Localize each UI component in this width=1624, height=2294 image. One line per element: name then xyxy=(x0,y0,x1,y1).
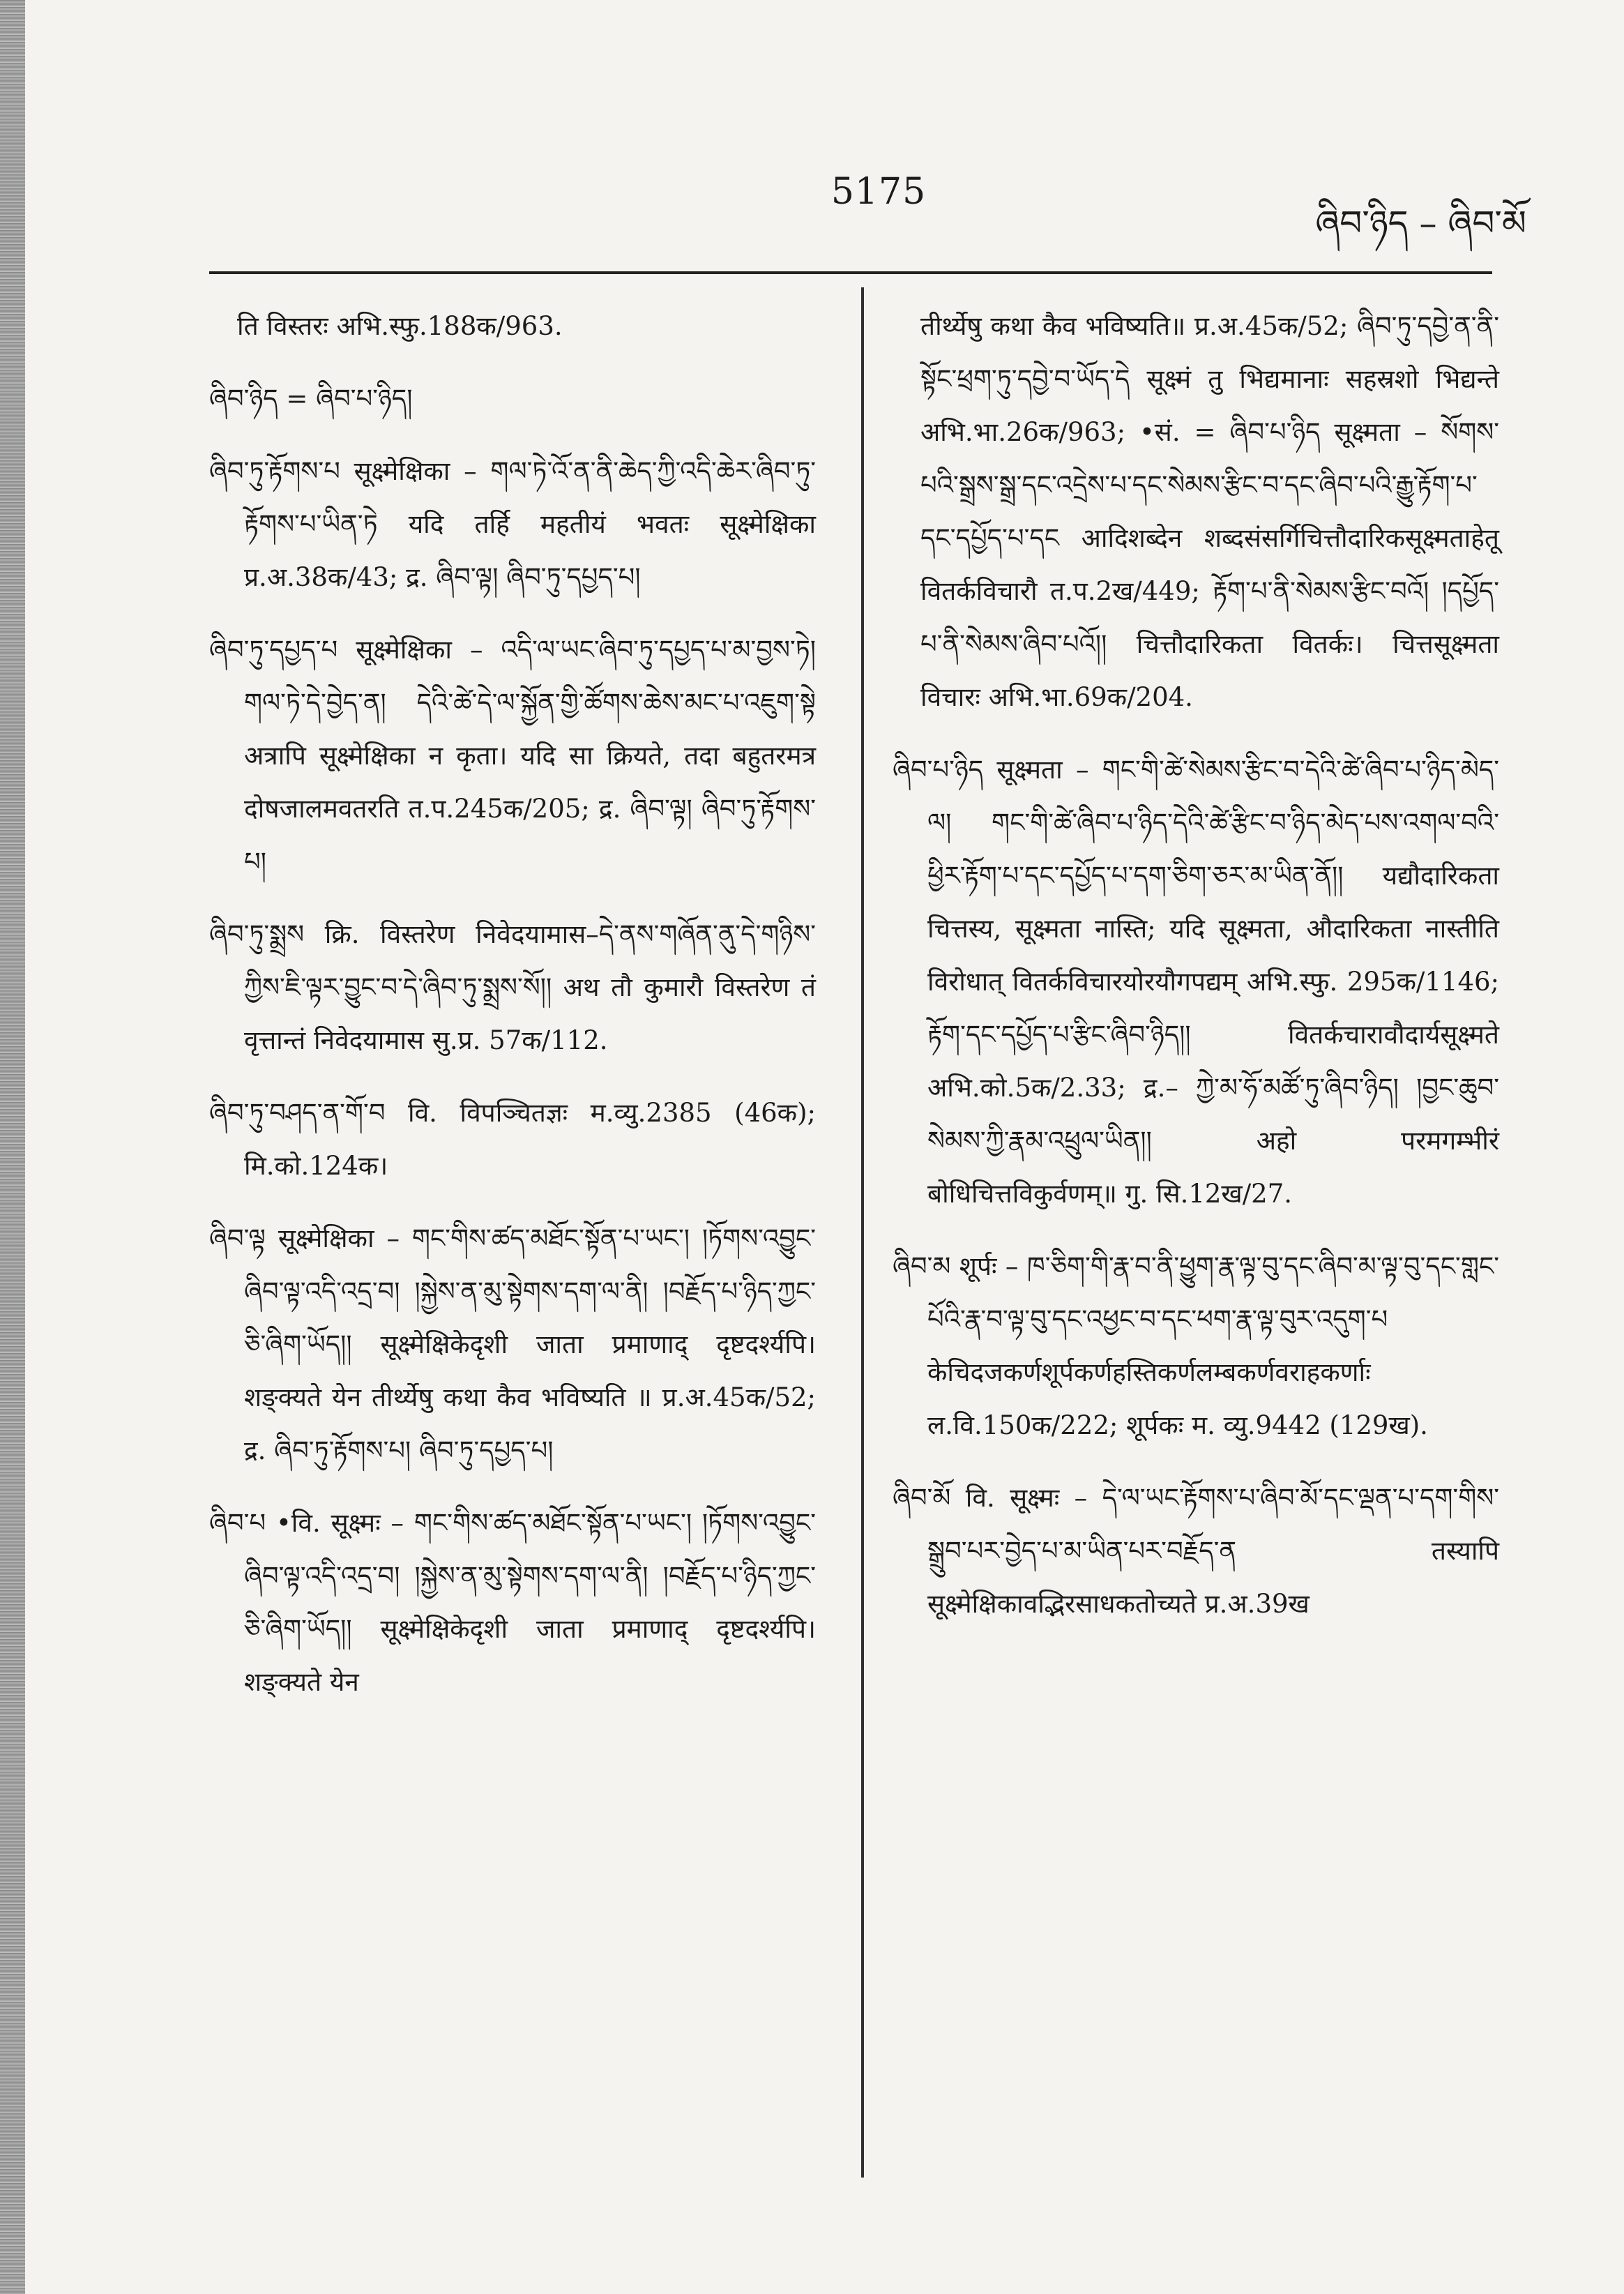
entry: ཞིབ་ཏུ་དཔྱད་པ सूक्ष्मेक्षिका – འདི་ལ་ཡང་ཞིབ་ཏུ་དཔྱད་པ་མ་བྱས་ཏེ། གལ་ཏེ་དེ་བྱེད་ན། དེའི་ཚེ་དེ་ལ་སྐྱོན་གྱི་ཚོགས་ཆེས་མང་པ་འཇུག་སྟེ अत्रापि सूक्ष्मेक्षिका न कृता। यदि सा क्रियते, तदा बहुतरमत्र दोषजालमवतरति त.प.245क/205; द्र. ཞིབ་ལྟ། ཞིབ་ཏུ་རྟོགས་པ། xyxy=(209,635,816,877)
left-column xyxy=(209,300,816,1728)
entry: ཞིབ་ཉིད = ཞིབ་པ་ཉིད། xyxy=(209,384,413,414)
entry: ཞིབ་མ शूर्पः – ཁ་ཅིག་གི་རྣ་བ་ནི་ཕྱུག་རྣ་ལྟ་བུ་དང་ཞིབ་མ་ལྟ་བུ་དང་གླང་པོའི་རྣ་བ་ལྟ་བུ་དང་འཕྱང་བ་དང་ཕག་རྣ་ལྟ་བུར་འདུག་པ केचिदजकर्णशूर्पकर्णहस्तिकर्णलम्बकर्णवराहकर्णाः ल.वि.150क/222; शूर्पकः म. व्यु.9442 (129ख). xyxy=(893,1251,1499,1440)
running-head: ཞིབ་ཉིད – ཞིབ་མོ xyxy=(1315,203,1526,243)
entry: ཞིབ་ཏུ་སྨྲས क्रि. विस्तरेण निवेदयामास–དེ་ནས་གཞོན་ནུ་དེ་གཉིས་ཀྱིས་ཇི་ལྟར་བྱུང་བ་དེ་ཞིབ་ཏུ་སྨྲས་སོ།། अथ तौ कुमारौ विस्तरेण तं वृत्तान्तं निवेदयामास सु.प्र. 57क/112. xyxy=(209,919,816,1055)
entry: ཞིབ་པ •वि. सूक्ष्मः – གང་གིས་ཚད་མཐོང་སྟོན་པ་ཡང་། །ཏོགས་འབྱུང་ཞིབ་ལྟ་འདི་འདྲ་བ། །སྐྱེས་ན་མུ་སྟེགས་དག་ལ་ནི། །བརྗོད་པ་ཉིད་ཀྱང་ཅི་ཞིག་ཡོད།། सूक्ष्मेक्षिकेदृशी जाता प्रमाणाद् दृष्टदर्श्यपि। शङ्क्यते येन xyxy=(209,1508,816,1697)
entry: ཞིབ་ཏུ་བཤད་ན་གོ་བ वि. विपञ्चितज्ञः म.व्यु.2385 (46क); मि.को.124क। xyxy=(209,1098,816,1181)
entry: ཞིབ་མོ वि. सूक्ष्मः – དེ་ལ་ཡང་རྟོགས་པ་ཞིབ་མོ་དང་ལྡན་པ་དག་གིས་སྒྲུབ་པར་བྱེད་པ་མ་ཡིན་པར་བརྗོད་ན तस्यापि सूक्ष्मेक्षिकावद्भिरसाधकतोच्यते प्र.अ.39ख xyxy=(893,1483,1499,1619)
entry: ཞིབ་ཏུ་རྟོགས་པ सूक्ष्मेक्षिका – གལ་ཏེ་འོ་ན་ནི་ཆེད་ཀྱི་འདི་ཆེར་ཞིབ་ཏུ་རྟོགས་པ་ཡིན་ཏེ यदि तर्हि महतीयं भवतः सूक्ष्मेक्षिका प्र.अ.38क/43; द्र. ཞིབ་ལྟ། ཞིབ་ཏུ་དཔྱད་པ། xyxy=(209,456,816,592)
entry: तीर्थ्येषु कथा कैव भविष्यति॥ प्र.अ.45क/52; ཞིབ་ཏུ་དབྱེ་ན་ནི་སྟོང་ཕྲག་ཏུ་དབྱེ་བ་ཡོད་དེ सूक्ष्मं तु भिद्यमानाः सहस्रशो भिद्यन्ते अभि.भा.26क/963; •सं. = ཞིབ་པ་ཉིད सूक्ष्मता – སོགས་པའི་སྒྲས་སྒྲ་དང་འདྲེས་པ་དང་སེམས་རྩིང་བ་དང་ཞིབ་པའི་རྒྱུ་རྟོག་པ་དང་དཔྱོད་པ་དང आदिशब्देन शब्दसंसर्गिचित्तौदारिकसूक्ष्मताहेतू वितर्कविचारौ त.प.2ख/449; རྟོག་པ་ནི་སེམས་རྩིང་བའོ། །དཔྱོད་པ་ནི་སེམས་ཞིབ་པའོ།། चित्तौदारिकता वितर्कः। चित्तसूक्ष्मता विचारः अभि.भा.69क/204. xyxy=(920,311,1499,712)
scan-binding-edge xyxy=(0,0,25,2294)
column-divider xyxy=(861,287,864,2178)
entry: ति विस्तरः अभि.स्फु.188क/963. xyxy=(237,311,563,341)
right-column xyxy=(893,300,1499,1650)
header-rule xyxy=(209,271,1492,274)
entry: ཞིབ་ལྟ सूक्ष्मेक्षिका – གང་གིས་ཚད་མཐོང་སྟོན་པ་ཡང་། །ཏོགས་འབྱུང་ཞིབ་ལྟ་འདི་འདྲ་བ། །སྐྱེས་ན་མུ་སྟེགས་དག་ལ་ནི། །བརྗོད་པ་ཉིད་ཀྱང་ཅི་ཞིག་ཡོད།། सूक्ष्मेक्षिकेदृशी जाता प्रमाणाद् दृष्टदर्श्यपि। शङ्क्यते येन तीर्थ्येषु कथा कैव भविष्यति ॥ प्र.अ.45क/52; द्र. ཞིབ་ཏུ་རྟོགས་པ། ཞིབ་ཏུ་དཔྱད་པ། xyxy=(209,1223,816,1465)
entry: ཞིབ་པ་ཉིད सूक्ष्मता – གང་གི་ཚེ་སེམས་རྩིང་བ་དེའི་ཚེ་ཞིབ་པ་ཉིད་མེད་ལ། གང་གི་ཚེ་ཞིབ་པ་ཉིད་དེའི་ཚེ་རྩིང་བ་ཉིད་མེད་པས་འགལ་བའི་ཕྱིར་རྟོག་པ་དང་དཔྱོད་པ་དག་ཅིག་ཅར་མ་ཡིན་ནོ།། यद्यौदारिकता चित्तस्य, सूक्ष्मता नास्ति; यदि सूक्ष्मता, औदारिकता नास्तीति विरोधात् वितर्कविचारयोरयौगपद्यम् अभि.स्फु. 295क/1146; རྟོག་དང་དཔྱོད་པ་རྩིང་ཞིབ་ཉིད།། वितर्कचारावौदार्यसूक्ष्मते अभि.को.5क/2.33; द्र.– ཀྱེ་མ་ཧོ་མཚོ་ཏུ་ཞིབ་ཉིད། །བྱང་ཆུབ་སེམས་ཀྱི་རྣམ་འཕྲུལ་ཡིན།། अहो परमगम्भीरं बोधिचित्तविकुर्वणम्॥ गु. सि.12ख/27. xyxy=(893,755,1499,1209)
page-number: 5175 xyxy=(830,171,927,213)
